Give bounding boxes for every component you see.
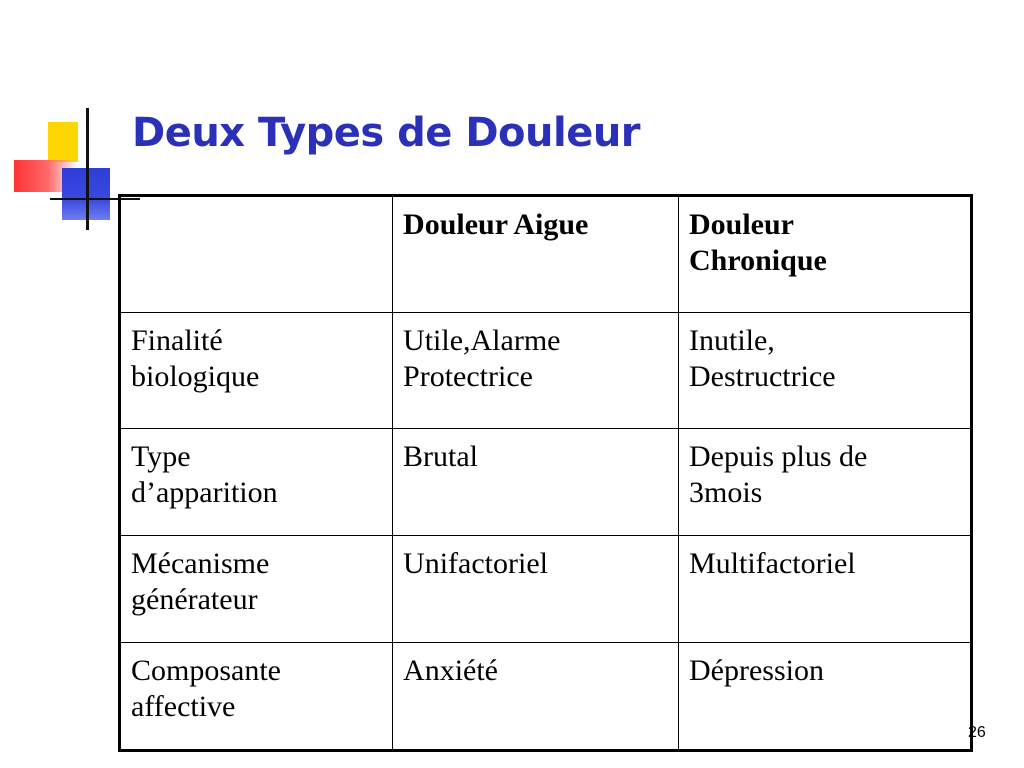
row-label-line1: Mécanisme [131,547,270,580]
table-row [120,313,972,429]
chronique-line1: Depuis plus de [689,440,868,473]
chronique-cell [679,536,972,643]
aigue-cell [393,643,679,751]
aigue-line1: Unifactoriel [403,547,548,580]
aigue-line1: Anxiété [403,654,498,687]
chronique-cell [679,313,972,429]
table-row [120,643,972,751]
chronique-line1: Multifactoriel [689,547,856,580]
row-label-line1: Type [131,440,191,473]
row-label-line2: biologique [131,360,260,393]
header-chronique-line2: Chronique [689,244,827,277]
table-row [120,536,972,643]
row-label-cell [120,313,393,429]
chronique-cell [679,429,972,536]
chronique-line1: Inutile, [689,324,775,357]
table-header-row [120,196,972,313]
row-label-line2: affective [131,690,236,723]
header-cell-aigue [393,196,679,313]
pain-types-table [118,194,973,752]
row-label-line1: Composante [131,654,281,687]
row-label-line2: générateur [131,583,258,616]
chronique-line1: Dépression [689,654,824,687]
row-label-line2: d’apparition [131,476,278,509]
row-label-cell [120,643,393,751]
aigue-line1: Brutal [403,440,479,473]
row-label-line1: Finalité [131,324,223,357]
header-cell-chronique [679,196,972,313]
header-aigue-text: Douleur Aigue [403,208,589,241]
chronique-line2: Destructrice [689,360,836,393]
aigue-cell [393,536,679,643]
header-chronique-line1: Douleur [689,208,794,241]
row-label-cell [120,536,393,643]
yellow-square [48,122,78,162]
slide-title: Deux Types de Douleur [132,110,641,156]
vertical-line [86,108,89,230]
aigue-cell [393,313,679,429]
aigue-cell [393,429,679,536]
page-number: 26 [968,724,986,741]
table-row [120,429,972,536]
aigue-line2: Protectrice [403,360,533,393]
row-label-cell [120,429,393,536]
chronique-line2: 3mois [689,476,763,509]
chronique-cell [679,643,972,751]
aigue-line1: Utile,Alarme [403,324,561,357]
header-cell-empty [120,196,393,313]
